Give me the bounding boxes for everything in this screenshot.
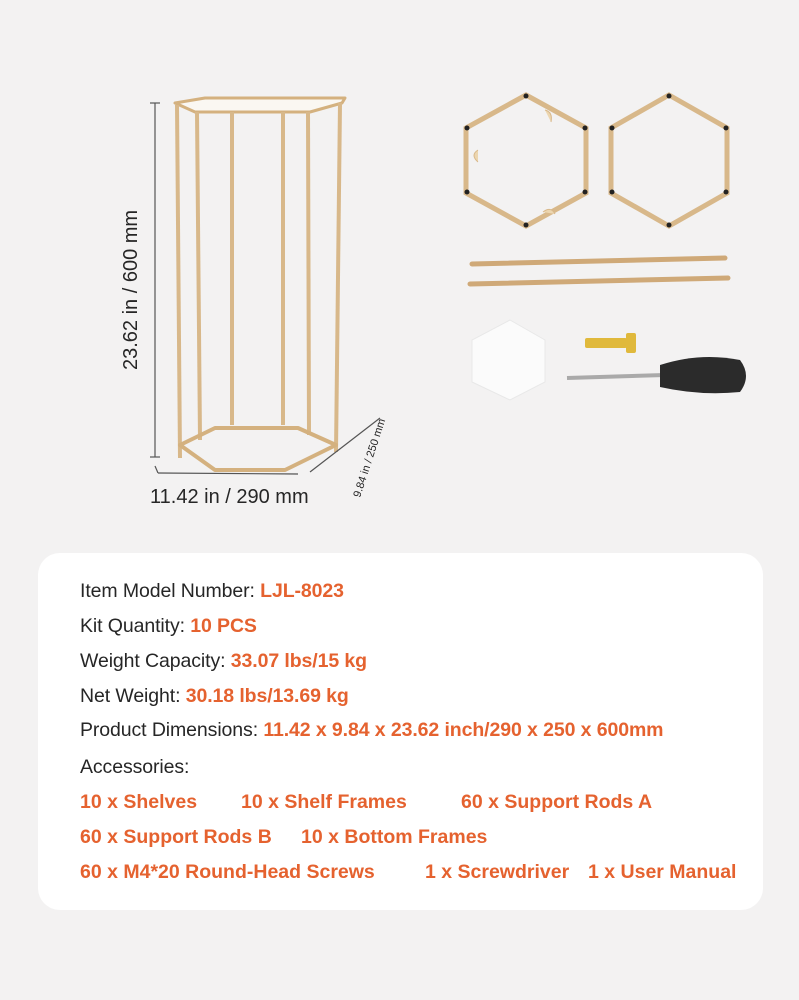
- model-number-value: LJL-8023: [260, 580, 344, 602]
- model-number-line: [80, 580, 344, 603]
- screw-drawing: [585, 333, 636, 353]
- product-dimensions-label: Product Dimensions:: [80, 719, 264, 741]
- product-dimensions-line: [80, 719, 663, 742]
- accessory-item: 60 x Support Rods A: [461, 791, 653, 813]
- accessory-item: 60 x Support Rods B: [80, 826, 272, 848]
- kit-quantity-label: Kit Quantity:: [80, 615, 191, 637]
- net-weight-label: Net Weight:: [80, 685, 186, 707]
- weight-capacity-line: [80, 650, 367, 673]
- accessory-item: 1 x Screwdriver: [425, 861, 570, 883]
- net-weight-value: 30.18 lbs/13.69 kg: [185, 685, 349, 707]
- accessory-item: 10 x Bottom Frames: [301, 826, 488, 848]
- net-weight-line: [80, 685, 349, 708]
- depth-dimension-label: 9.84 in / 250 mm: [351, 417, 389, 499]
- weight-capacity-label: Weight Capacity:: [80, 650, 231, 672]
- support-rods-drawing: [470, 258, 728, 284]
- weight-capacity-value: 33.07 lbs/15 kg: [230, 650, 367, 672]
- height-dimension-label: 23.62 in / 600 mm: [120, 209, 142, 370]
- model-number-label: Item Model Number:: [80, 580, 261, 602]
- dimension-lines: [150, 103, 380, 474]
- plant-stand-drawing: [175, 98, 345, 470]
- product-dimensions-value: 11.42 x 9.84 x 23.62 inch/290 x 250 x 600mm: [263, 719, 664, 741]
- width-dimension-label: 11.42 in / 290 mm: [150, 486, 309, 508]
- accessories-label: Accessories:: [80, 756, 190, 778]
- accessory-item: 1 x User Manual: [588, 861, 737, 883]
- kit-quantity-value: 10 PCS: [190, 615, 257, 637]
- accessory-item: 10 x Shelf Frames: [241, 791, 407, 813]
- shelf-panel-drawing: [472, 320, 545, 400]
- bottom-frame-drawing: [610, 94, 729, 228]
- kit-quantity-line: [80, 615, 257, 638]
- screwdriver-drawing: [567, 357, 746, 393]
- accessory-item: 60 x M4*20 Round-Head Screws: [80, 861, 375, 883]
- accessory-item: 10 x Shelves: [80, 791, 198, 813]
- shelf-frame-drawing: [465, 94, 588, 228]
